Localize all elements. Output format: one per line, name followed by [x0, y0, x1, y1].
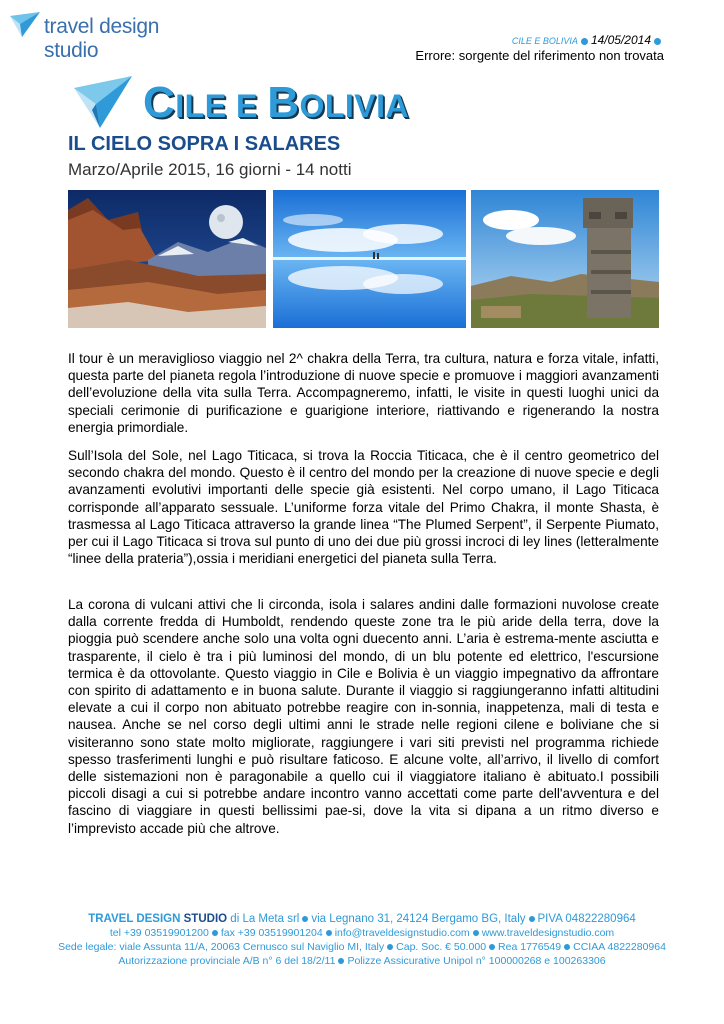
footer-brand: TRAVEL DESIGN — [88, 913, 181, 925]
paper-plane-icon — [72, 74, 134, 130]
bullet-icon — [489, 944, 495, 950]
intro-paragraph: Il tour è un meraviglioso viaggio nel 2^ chakra della Terra, tra cultura, natura e forza vitale, infatti, questa parte del pianeta regola l’introduzione di nuove specie e promuove i maggiori avanzamenti dell’evoluzione della vita sulla Terra. Accompagneremo, infatti, le visite in questi luoghi unici da speciali cerimonie di purificazione e guarigione interiore, riattivando e rigenerando la nostra energia primordiale. — [68, 351, 659, 435]
bullet-icon — [326, 930, 332, 936]
footer-brand-studio: STUDIO — [183, 913, 228, 925]
page-title: CILE E BOLIVIA — [143, 78, 410, 127]
footer-address: via Legnano 31, 24124 Bergamo BG, Italy — [311, 913, 526, 925]
bullet-icon — [564, 944, 570, 950]
bullet-icon — [338, 958, 344, 964]
footer-company: di La Meta srl — [230, 913, 300, 925]
doc-label: CILE E BOLIVIA — [511, 36, 578, 46]
footer-authorization: Autorizzazione provinciale A/B n° 6 del 18/2/11 — [118, 955, 336, 967]
logo-text: travel design studio — [44, 15, 160, 62]
bullet-icon — [387, 944, 393, 950]
trip-dates: Marzo/Aprile 2015, 16 giorni - 14 notti — [68, 160, 352, 179]
moon-valley-photo — [68, 190, 266, 328]
paper-plane-logo-icon — [8, 10, 42, 40]
bullet-icon — [212, 930, 218, 936]
tiwanaku-monolith-photo — [471, 190, 659, 328]
header-date: 14/05/2014 — [590, 33, 651, 47]
titicaca-paragraph: Sull’Isola del Sole, nel Lago Titicaca, si trova la Roccia Titicaca, che è il centro geometrico del secondo chakra del mondo. Questo è il centro del mondo per la creazione di nuove specie e degli avanzamenti evolutivi importanti delle specie già esistenti. Nel corpo umano, il Lago Titicaca corrisponde all’apparato sessuale. L’uniforme forza vitale del Primo Chakra, il monte Shasta, è trasmessa al Lago Titicaca attraverso la grande linea “The Plumed Serpent”, il Serpente Piumato, per cui il Lago Titicaca si trova sul punto di uno dei due più grossi incroci di ley lines (letteralmente “linee della prateria”),ossia i meridiani energetici del pianeta sulla Terra. — [68, 448, 659, 567]
footer-insurance: Polizze Assicurative Unipol n° 100000268 e 100263306 — [347, 955, 606, 967]
salt-flat-photo — [273, 190, 466, 328]
bullet-icon — [581, 38, 588, 45]
page-subtitle: IL CIELO SOPRA I SALARES — [68, 133, 341, 155]
bullet-icon — [302, 916, 308, 922]
footer-capital: Cap. Soc. € 50.000 — [396, 941, 487, 953]
footer-cciaa: CCIAA 4822280964 — [573, 941, 666, 953]
company-logo — [8, 8, 218, 62]
bullet-icon — [529, 916, 535, 922]
footer-fax: fax +39 03519901204 — [220, 927, 323, 939]
footer-rea: Rea 1776549 — [498, 941, 562, 953]
footer-vat: PIVA 04822280964 — [537, 913, 636, 925]
footer-tel: tel +39 03519901200 — [109, 927, 209, 939]
reference-error: Errore: sorgente del riferimento non trovata — [415, 48, 664, 63]
bullet-icon — [654, 38, 661, 45]
footer-website[interactable]: www.traveldesignstudio.com — [481, 927, 615, 939]
footer-legal-seat: Sede legale: viale Assunta 11/A, 20063 Cernusco sul Naviglio MI, Italy — [58, 941, 385, 953]
footer-email[interactable]: info@traveldesignstudio.com — [334, 927, 470, 939]
page-footer — [0, 912, 724, 968]
bullet-icon — [473, 930, 479, 936]
header-meta — [512, 33, 664, 47]
salares-paragraph: La corona di vulcani attivi che li circonda, isola i salares andini dalle formazioni nuvolose create dalla corrente fredda di Humboldt, rendendo queste zone tra le più aride della terra, dove la pioggia può scendere anche solo una volta ogni duecento anni. L’aria è estrema-mente asciutta e trasparente, il cielo è tra i più luminosi del mondo, di un blu potente ed elettrico, l'escursione termica è da ottovolante. Questo viaggio in Cile e Bolivia è un viaggio impegnativo da affrontare con spirito di adattamento e in buona salute. Durante il viaggio si raggiungeranno infatti altitudini elevate a cui il corpo non abituato potrebbe reagire con in-sonnia, inappetenza, mali di testa e nausea. Anche se nel corso degli ultimi anni le strade nelle regioni cilene e boliviane che si visiteranno sono state molto migliorate, raggiungere i vari siti previsti nel programma richiede spesso trasferimenti lunghi e può risultare faticoso. E alcune volte, all’arrivo, il livello di comfort delle sistemazioni non è paragonabile a quello cui il viaggiatore italiano è abituato.I possibili piccoli disagi a cui si potrebbe andare incontro vanno accettati come parte dell'avventura e del fascino di viaggiare in questi bellissimi pae-si, dove la vita si dipana a un ritmo diverso e l’imprevisto accade più che altrove. — [68, 597, 659, 836]
